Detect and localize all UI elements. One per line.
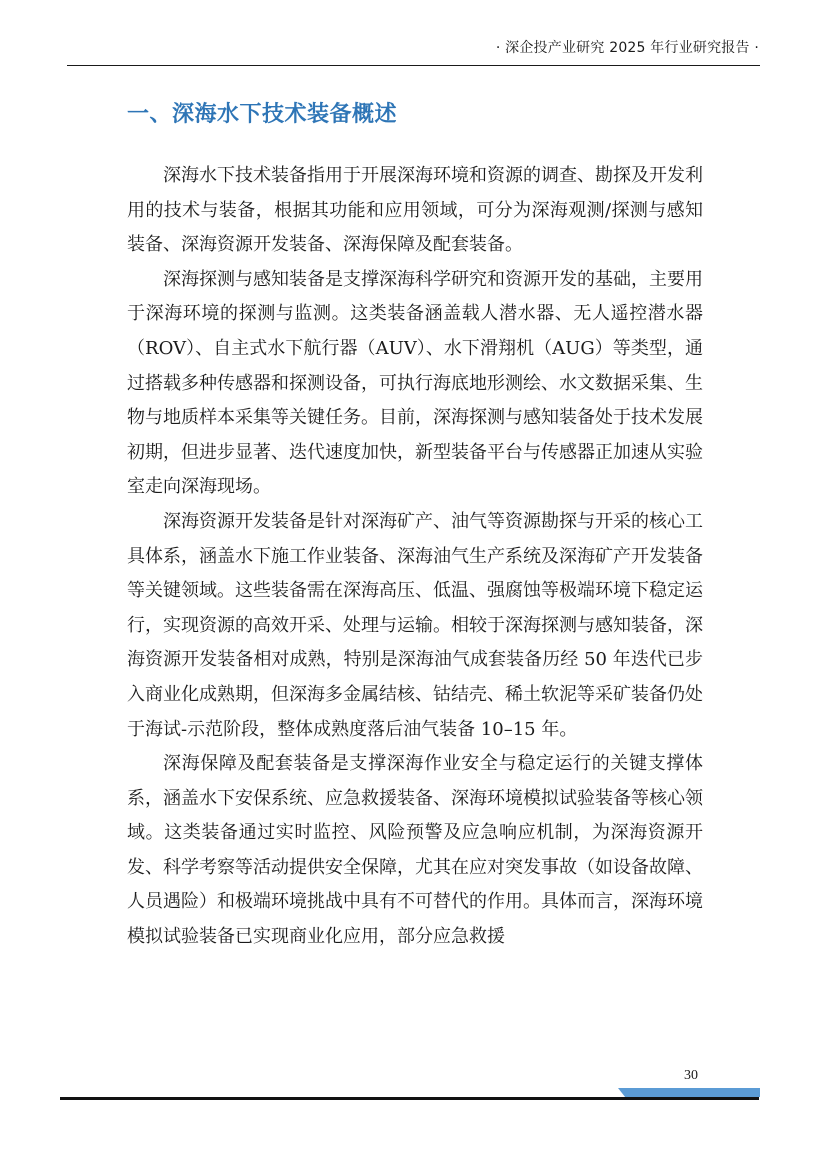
- paragraph: 深海保障及配套装备是支撑深海作业安全与稳定运行的关键支撑体系，涵盖水下安保系统、应急救援装备、深海环境模拟试验装备等核心领域。这类装备通过实时监控、风险预警及应急响应机制，为深海资源开发、科学考察等活动提供安全保障，尤其在应对突发事故（如设备故障、人员遇险）和极端环境挑战中具有不可替代的作用。具体而言，深海环境模拟试验装备已实现商业化应用，部分应急救援: [127, 753, 703, 948]
- page-number: 30: [684, 1068, 698, 1083]
- body-text: [127, 159, 703, 955]
- header-rule: [67, 65, 760, 66]
- footer-accent-bar: [618, 1088, 760, 1097]
- running-header: · 深企投产业研究 2025 年行业研究报告 ·: [495, 40, 759, 56]
- paragraph: 深海水下技术装备指用于开展深海环境和资源的调查、勘探及开发利用的技术与装备，根据其功能和应用领域，可分为深海观测/探测与感知装备、深海资源开发装备、深海保障及配套装备。: [127, 165, 703, 256]
- section-heading: 一、深海水下技术装备概述: [127, 102, 398, 127]
- paragraph: 深海探测与感知装备是支撑深海科学研究和资源开发的基础，主要用于深海环境的探测与监测。这类装备涵盖载人潜水器、无人遥控潜水器（ROV）、自主式水下航行器（AUV）、水下滑翔机（AUG）等类型，通过搭载多种传感器和探测设备，可执行海底地形测绘、水文数据采集、生物与地质样本采集等关键任务。目前，深海探测与感知装备处于技术发展初期，但进步显著、迭代速度加快，新型装备平台与传感器正加速从实验室走向深海现场。: [127, 268, 703, 498]
- footer-rule: [60, 1097, 759, 1100]
- paragraph: 深海资源开发装备是针对深海矿产、油气等资源勘探与开采的核心工具体系，涵盖水下施工作业装备、深海油气生产系统及深海矿产开发装备等关键领域。这些装备需在深海高压、低温、强腐蚀等极端环境下稳定运行，实现资源的高效开采、处理与运输。相较于深海探测与感知装备，深海资源开发装备相对成熟，特别是深海油气成套装备历经 50 年迭代已步入商业化成熟期，但深海多金属结核、钴结壳、稀土软泥等采矿装备仍处于海试-示范阶段，整体成熟度落后油气装备 10–15 年。: [127, 510, 703, 740]
